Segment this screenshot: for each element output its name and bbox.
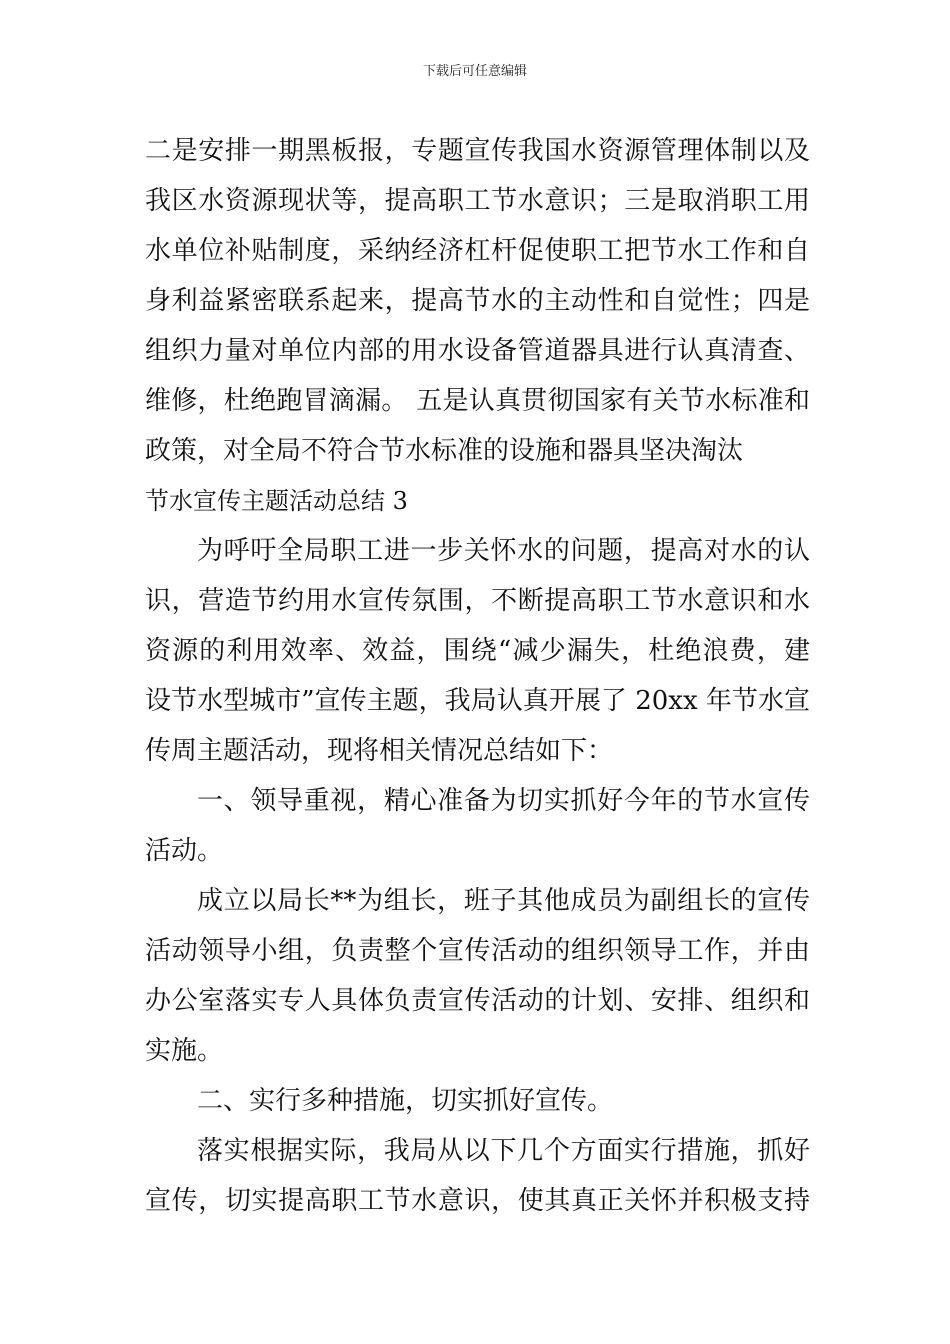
body-line: 成立以局长**为组长，班子其他成员为副组长的宣传 [197, 886, 810, 916]
body-line: 实施。 [145, 1036, 224, 1066]
body-line: 识，营造节约用水宣传氛围，不断提高职工节水意识和水 [145, 586, 810, 616]
body-line: 水单位补贴制度，采纳经济杠杆促使职工把节水工作和自 [145, 236, 810, 266]
body-line: 二是安排一期黑板报，专题宣传我国水资源管理体制以及 [145, 136, 810, 166]
body-line: 活动领导小组，负责整个宣传活动的组织领导工作，并由 [145, 936, 810, 966]
body-line: 设节水型城市”宣传主题，我局认真开展了 20xx 年节水宣 [145, 686, 810, 716]
document-body [145, 126, 810, 1226]
body-line: 资源的利用效率、效益，围绕“减少漏失，杜绝浪费，建 [145, 636, 810, 666]
body-line: 传周主题活动，现将相关情况总结如下： [145, 736, 614, 766]
body-line: 政策，对全局不符合节水标准的设施和器具坚决淘汰 [145, 436, 744, 466]
body-line: 组织力量对单位内部的用水设备管道器具进行认真清查、 [145, 336, 810, 366]
section-heading: 节水宣传主题活动总结 3 [145, 487, 408, 515]
body-line: 一、领导重视，精心准备为切实抓好今年的节水宣传 [197, 786, 810, 816]
page-header-note: 下载后可任意编辑 [422, 64, 527, 79]
body-line: 活动。 [145, 836, 224, 866]
body-line: 身利益紧密联系起来，提高节水的主动性和自觉性；四是 [145, 286, 810, 316]
body-line: 办公室落实专人具体负责宣传活动的计划、安排、组织和 [145, 986, 810, 1016]
body-line: 二、实行多种措施，切实抓好宣传。 [197, 1086, 614, 1116]
body-line: 为呼吁全局职工进一步关怀水的问题，提高对水的认 [197, 536, 810, 566]
body-line: 宣传，切实提高职工节水意识，使其真正关怀并积极支持 [145, 1186, 810, 1216]
body-line: 我区水资源现状等，提高职工节水意识；三是取消职工用 [145, 186, 810, 216]
body-line: 维修，杜绝跑冒滴漏。 五是认真贯彻国家有关节水标准和 [145, 386, 810, 416]
body-line: 落实根据实际，我局从以下几个方面实行措施，抓好 [197, 1136, 810, 1166]
